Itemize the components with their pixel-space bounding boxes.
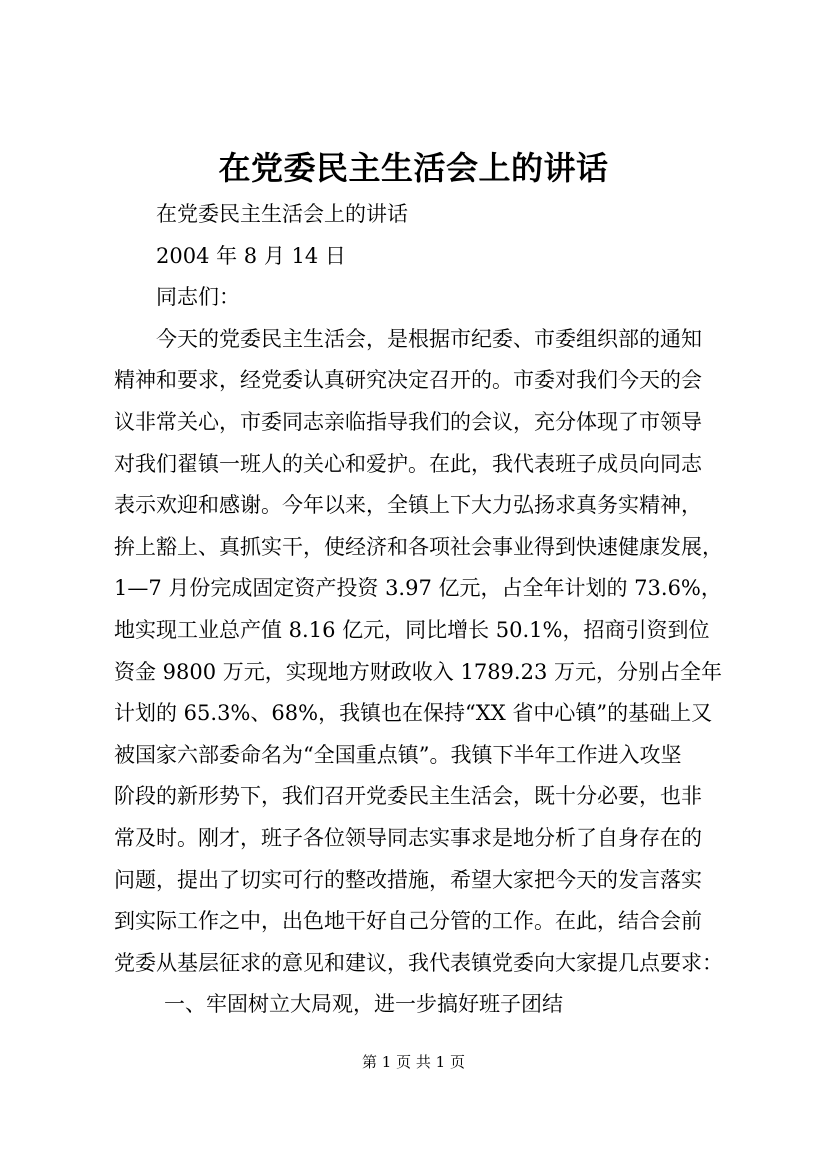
paragraph-line: 拚上豁上、真抓实干，使经济和各项社会事业得到快速健康发展， (114, 534, 723, 559)
paragraph-line: 到实际工作之中，出色地干好自己分管的工作。在此，结合会前 (114, 909, 702, 934)
paragraph-line: 对我们翟镇一班人的关心和爱护。在此，我代表班子成员向同志 (114, 451, 702, 476)
section-heading: 一、牢固树立大局观，进一步搞好班子团结 (164, 992, 563, 1017)
paragraph-line: 问题，提出了切实可行的整改措施，希望大家把今天的发言落实 (114, 867, 702, 892)
paragraph-line: 地实现工业总产值 8.16 亿元，同比增长 50.1%，招商引资到位 (114, 617, 710, 642)
speech-date: 2004 年 8 月 14 日 (156, 243, 346, 268)
paragraph-line: 党委从基层征求的意见和建议，我代表镇党委向大家提几点要求： (114, 950, 723, 975)
document-body (114, 194, 738, 1026)
paragraph-line: 表示欢迎和感谢。今年以来，全镇上下大力弘扬求真务实精神， (114, 493, 702, 518)
main-paragraph (114, 319, 738, 985)
paragraph-line: 计划的 65.3%、68%，我镇也在保持“XX 省中心镇”的基础上又 (114, 701, 713, 726)
document-title: 在党委民主生活会上的讲话 (218, 149, 609, 187)
salutation: 同志们： (156, 285, 240, 310)
paragraph-line: 常及时。刚才，班子各位领导同志实事求是地分析了自身存在的 (114, 825, 702, 850)
paragraph-line: 阶段的新形势下，我们召开党委民主生活会，既十分必要，也非 (114, 784, 702, 809)
paragraph-line: 今天的党委民主生活会，是根据市纪委、市委组织部的通知 (156, 326, 702, 351)
paragraph-line: 资金 9800 万元，实现地方财政收入 1789.23 万元，分别占全年 (114, 659, 722, 684)
subtitle: 在党委民主生活会上的讲话 (156, 202, 408, 226)
paragraph-line: 1—7 月份完成固定资产投资 3.97 亿元，占全年计划的 73.6%， (114, 576, 722, 601)
paragraph-line: 议非常关心，市委同志亲临指导我们的会议，充分体现了市领导 (114, 409, 702, 434)
paragraph-line: 精神和要求，经党委认真研究决定召开的。市委对我们今天的会 (114, 368, 702, 393)
page-footer: 第 1 页 共 1 页 (362, 1053, 465, 1071)
paragraph-line: 被国家六部委命名为“全国重点镇”。我镇下半年工作进入攻坚 (114, 742, 682, 767)
